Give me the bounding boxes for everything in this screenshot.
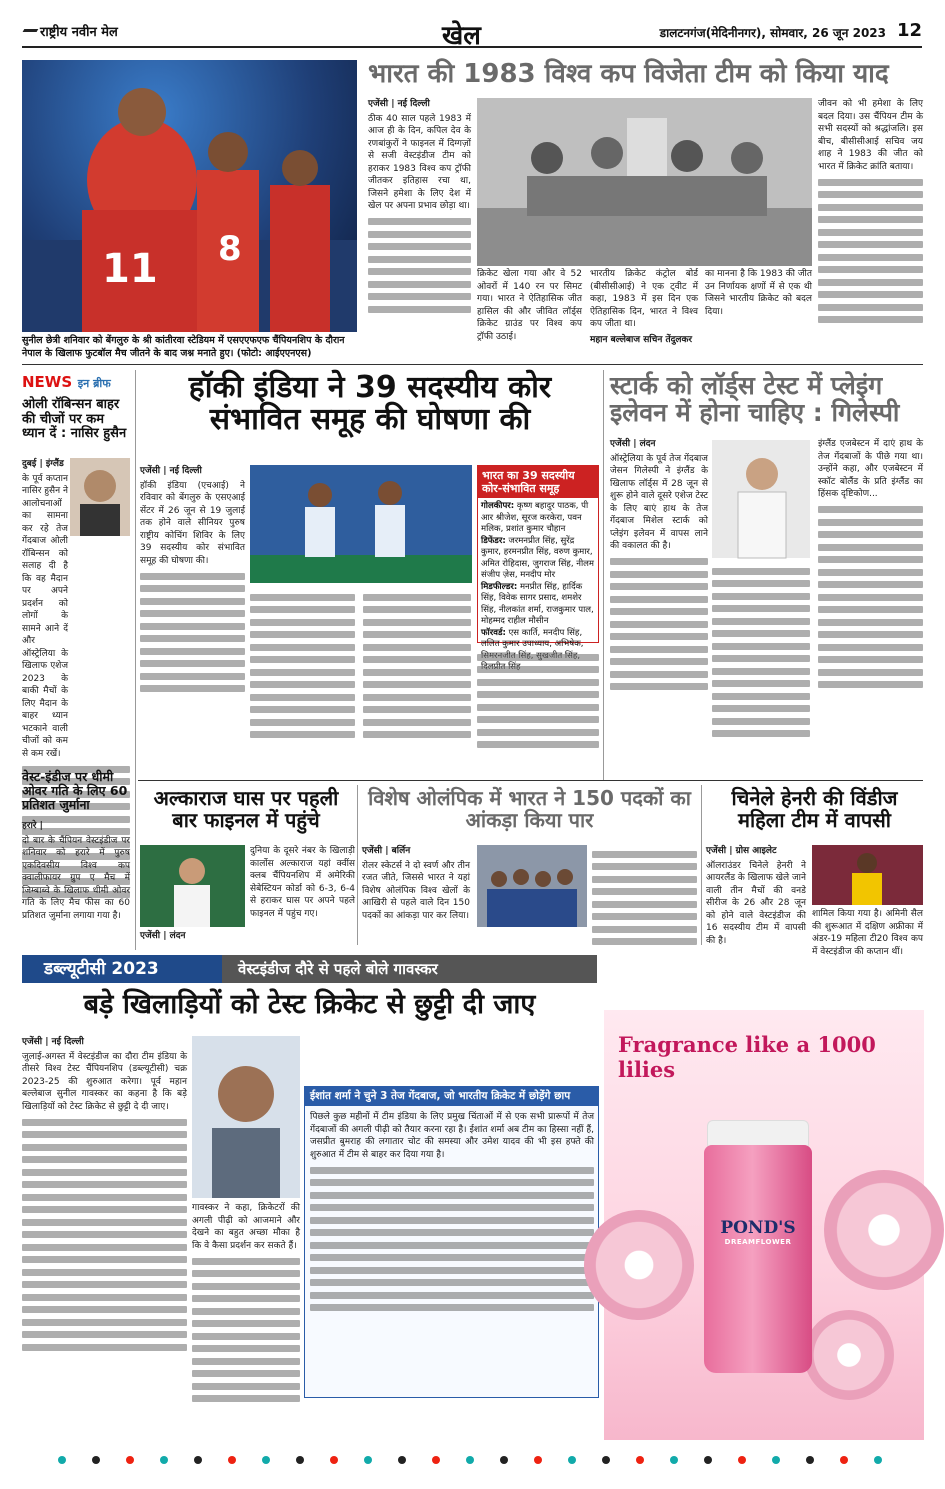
starc-col2	[712, 562, 810, 756]
story-1983-col4: का मानना है कि 1983 की जीत उन निर्णायक क्षणों में से एक थी जिसने भारतीय क्रिकेट को बदल दिया।	[705, 269, 812, 317]
ponds-advertisement[interactable]	[604, 1010, 924, 1440]
ad-tagline: Fragrance like a 1000 lilies	[618, 1032, 876, 1082]
starc-photo-art	[712, 440, 810, 558]
alcaraz-photo-art	[140, 845, 245, 927]
wtc-headline: बड़े खिलाड़ियों को टेस्ट क्रिकेट से छुट्टी दी जाए	[83, 989, 536, 1020]
olympics-headline: विशेष ओलंपिक में भारत ने 150 पदकों का आंकड़ा किया पार	[368, 786, 691, 832]
alcaraz-headline: अल्काराज घास पर पहली बार फाइनल में पहुंचे	[153, 786, 339, 832]
gavaskar-photo	[192, 1036, 300, 1198]
1983-team-photo	[477, 98, 812, 266]
story-1983-headline: भारत की 1983 विश्व कप विजेता टीम को किया याद	[368, 59, 889, 89]
alcaraz-col1: एजेंसी | लंदन	[140, 931, 186, 941]
wtc-tag: डब्ल्यूटीसी 2023	[22, 955, 222, 983]
divider-alcaraz	[357, 785, 358, 945]
hockey-squad-box	[477, 465, 599, 649]
brief-2-text: हरारे | दो बार के चैंपियन वेस्टइंडीज पर शनिवार को हरारे में पुरुष एकदिवसीय विश्व कप क्वालीफायर ग्रुप ए मैच में जिम्बाब्वे के खिलाफ धीमी ओवर गति के लिए मैच फीस का 60 प्रतिशत जुर्माना लगाया गया है।	[22, 821, 130, 921]
ad-brand: POND'S	[720, 1218, 796, 1238]
divider-hockey-starc	[603, 370, 604, 780]
1983-team-photo-art	[477, 98, 812, 266]
starc-photo	[712, 440, 810, 558]
chhetri-photo-caption: सुनील छेत्री शनिवार को बेंगलुरु के श्री कांतीरवा स्टेडियम में एसएएफएफ चैंपियनशिप के दौरान नेपाल के खिलाफ फुटबॉल मैच जीतने के बाद जश्न मनाते हुए। (फोटो: आईएएनएस)	[22, 335, 345, 359]
hockey-headline: हॉकी इंडिया ने 39 सदस्यीय कोर संभावित समूह की घोषणा की	[188, 370, 552, 438]
divider-brief	[135, 370, 136, 950]
hockey-photo	[250, 465, 472, 583]
henry-col2: शामिल किया गया है। अमिनी सैल की शुरूआत में दक्षिण अफ्रीका में अंडर-19 महिला टी20 विश्व कप में वेस्टइंडीज की कप्तान थीं।	[812, 909, 923, 957]
footer-dots	[40, 1456, 900, 1464]
olympics-col3	[592, 845, 697, 950]
section-title: खेल	[442, 21, 481, 51]
hockey-squad-box-title: भारत का 39 सदस्यीय कोर-संभावित समूह	[478, 466, 598, 498]
masthead	[22, 18, 922, 51]
hockey-squad-box-body: गोलकीपर: कृष्ण बहादुर पाठक, पी आर श्रीजेश, सूरज करकेरा, पवन मलिक, प्रशांत कुमार चौहान डिफेंडर: जरमनप्रीत सिंह, सुरेंद्र कुमार, हरमनप्रीत सिंह, वरुण कुमार, अमित रोहिदास, जुगराज सिंह, नीलम संजीप ज़ेस, मनदीप मोर मिडफील्डर: मनप्रीत सिंह, हार्दिक सिंह, विवेक सागर प्रसाद, शमशेर सिंह, नीलकांत शर्मा, राजकुमार पाल, मोहम्मद राहील मौसीन फॉरवर्ड: एस कार्ति, मनदीप सिंह, ललित कुमार उपाध्याय, अभिषेक,	[481, 501, 594, 649]
divider-olympics	[701, 785, 702, 945]
olympics-photo	[477, 845, 587, 927]
ishant-box-title: ईशांत शर्मा ने चुने 3 तेज गेंदबाज, जो भारतीय क्रिकेट में छोड़ेंगे छाप	[305, 1087, 598, 1106]
hockey-col4	[477, 648, 599, 755]
henry-photo-art	[812, 845, 923, 905]
henry-headline: चिनेले हेनरी की विंडीज महिला टीम में वापसी	[731, 786, 898, 832]
hockey-photo-art	[250, 465, 472, 583]
hockey-col2	[250, 588, 355, 755]
henry-photo	[812, 845, 923, 905]
place-date: डालटनगंज(मेदिनीनगर), सोमवार, 26 जून 2023	[659, 26, 886, 40]
story-1983-col1: एजेंसी | नई दिल्ली ठीक 40 साल पहले 1983 में आज ही के दिन, कपिल देव के रणबांकुरों ने फाइनल में दिग्गज़ों से सजी वेस्टइंडीज टीम को हराकर 1983 विश्व कप ट्रॉफी जीतकर इतिहास रचा था, जिसने हमेशा के लिए देश में खेल पर अपना प्रभाव छोड़ा था।	[368, 98, 471, 360]
svg-text:11: 11	[102, 246, 158, 292]
olympics-col1: एजेंसी | बर्लिन रोलर स्केटर्स ने दो स्वर्ण और तीन रजत जीते, जिससे भारत ने यहां विशेष ओलंपिक विश्व खेलों के आखिरी से पहले वाले दिन 150 पदकों का आंकड़ा पार कर लिया।	[362, 846, 470, 921]
ishant-box	[304, 1086, 599, 1398]
hockey-col3	[363, 588, 471, 755]
bird-logo-icon	[20, 29, 39, 37]
paper-name: राष्ट्रीय नवीन मेल	[22, 22, 118, 40]
story-1983-col2: क्रिकेट खेला गया और वे 52 ओवरों में 140 रन पर सिमट गया। भारत ने ऐतिहासिक जीत हासिल की और जीवित लॉर्ड्स क्रिकेट ग्राउंड पर विश्व कप ट्रॉफी उठाई।	[477, 269, 582, 342]
story-1983-col5: जीवन को भी हमेशा के लिए बदल दिया। उस चैंपियन टीम के सभी सदस्यों को श्रद्धांजलि। इस बीच, बीसीसीआई सचिव जय शाह ने 1983 की जीत को भारत में क्रिकेट क्रांति बताया।	[818, 98, 923, 360]
wtc-col1: एजेंसी | नई दिल्ली जुलाई-अगस्त में वेस्टइंडीज का दौरा टीम इंडिया के तीसरे विश्व टेस्ट चैंपियनशिप (डब्ल्यूटीसी) चक्र 2023-25 की शुरुआत करेगा। पूर्व महान बल्लेबाज सुनील गावस्कर का कहना है कि बड़े खिलाड़ियों को टेस्ट क्रिकेट से छुट्टी दे दी जाए।	[22, 1036, 187, 1436]
news-in-brief-badge: NEWS इन ब्रीफ	[22, 373, 111, 391]
chhetri-photo-art	[22, 60, 357, 332]
starc-col3: इंग्लैंड एजबेस्टन में दाएं हाथ के तेज गेंदबाजों के पीछे गया था। उन्होंने कहा, और एजबेस्टन में स्कॉट बोलैंड के प्रति इंग्लैंड का हिंसक दृष्टिकोण...	[818, 438, 923, 756]
lily-flower-icon	[824, 1170, 944, 1290]
svg-text:8: 8	[218, 229, 242, 269]
alcaraz-col2: दुनिया के दूसरे नंबर के खिलाड़ी कार्लोस अल्काराज यहां क्वींस क्लब चैंपियनशिप में अमेरिकी सेबेस्टियन कोर्डा को 6-3, 6-4 से हराकर घास पर अपने पहले फाइनल में पहुंच गए।	[250, 846, 355, 919]
story-1983-col3: भारतीय क्रिकेट कंट्रोल बोर्ड (बीसीसीआई) ने एक ट्वीट में कहा, 1983 में इस दिन एक ऐतिहासिक दिन, भारत ने विश्व कप जीता था। महान बल्लेबाज सचिन तेंदुलकर	[590, 269, 698, 345]
ishant-box-text: पिछले कुछ महीनों में टीम इंडिया के लिए प्रमुख चिंताओं में से एक सभी प्रारूपों में तेज गेंदबाजों की अगली पीढ़ी को तैयार करना रहा है। ईशांत शर्मा अब टीम का हिस्सा नहीं हैं, जसप्रीत बुमराह की लगातार चोट की समस्या और उमेश यादव की भी इस हफ्ते की शुरुआत में टीम से बाहर कर दिया गया है।	[310, 1111, 594, 1393]
divider-mid	[138, 780, 923, 781]
starc-headline: स्टार्क को लॉर्ड्स टेस्ट में प्लेइंग इलेवन में होना चाहिए : गिलेस्पी	[610, 371, 900, 427]
ponds-jar-icon	[704, 1145, 812, 1373]
henry-col1: एजेंसी | ग्रोस आइलेट ऑलराउंडर चिनेले हेनरी ने आयरलैंड के खिलाफ खेले जाने वाली तीन मैचों की वनडे सीरीज के 26 और 28 जून को होने वाले वेस्टइंडीज की 16 सदस्यीय टीम में वापसी की है।	[706, 846, 806, 946]
olympics-photo-art	[477, 845, 587, 927]
wtc-subhead: वेस्टइंडीज दौरे से पहले बोले गावस्कर	[238, 960, 438, 978]
ad-product: DREAMFLOWER	[724, 1238, 792, 1246]
lily-flower-icon	[584, 1210, 694, 1320]
page-number: 12	[896, 20, 922, 41]
chhetri-photo	[22, 60, 357, 332]
divider-top	[22, 364, 923, 365]
hockey-col1: एजेंसी | नई दिल्ली हॉकी इंडिया (एचआई) ने रविवार को बेंगलुरु के एसएआई सेंटर में 26 जून से 19 जुलाई तक होने वाले सीनियर पुरुष राष्ट्रीय कोचिंग शिविर के लिए 39 सदस्यीय कोर संभावित समूह की घोषणा की।	[140, 465, 245, 755]
starc-col1: एजेंसी | लंदन ऑस्ट्रेलिया के पूर्व तेज गेंदबाज जेसन गिलेस्पी ने इंग्लैंड के खिलाफ लॉर्ड्स में 28 जून से शुरू होने वाले दूसरे एशेज टेस्ट के लिए बाएं हाथ के तेज गेंदबाज मिशेल स्टार्क को प्लेइंग इलेवन में वापस लाने की वकालत की है।	[610, 438, 708, 756]
lily-flower-icon	[804, 1310, 894, 1400]
brief-2-headline: वेस्ट-इंडीज पर धीमी ओवर गति के लिए 60 प्रतिशत जुर्माना	[22, 769, 128, 812]
brief-1-headline: ओली रॉबिन्सन बाहर की चीजों पर कम ध्यान दें : नासिर हुसैन	[22, 397, 127, 442]
wtc-col2: गावस्कर ने कहा, क्रिकेटरों की अगली पीढ़ी को आजमाने और देखने का बहुत अच्छा मौका है कि वे कैसा प्रदर्शन कर सकते हैं।	[192, 1202, 300, 1436]
alcaraz-photo	[140, 845, 245, 927]
gavaskar-photo-art	[192, 1036, 300, 1198]
brief-1-text: दुबई | इंग्लैंड के पूर्व कप्तान नासिर हुसैन ने आलोचनाओं का सामना कर रहे तेज गेंदबाज ओली रॉबिन्सन को सलाह दी है कि वह मैदान पर अपने प्रदर्शन को लोगों के सामने आने दें और ऑस्ट्रेलिया के खिलाफ एशेज 2023 के बाकी मैचों के लिए मैदान के बाहर ध्यान भटकाने वाली चीजों को कम से कम रखें।	[22, 458, 130, 766]
